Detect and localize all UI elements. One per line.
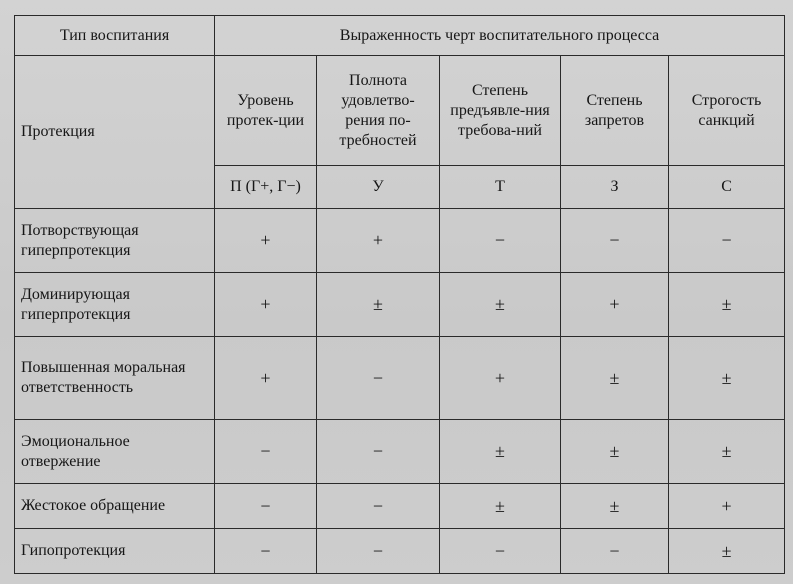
row-name: Гипопротекция — [15, 529, 215, 574]
cell-value: + — [317, 209, 440, 273]
cell-value: + — [669, 484, 785, 529]
cell-value: − — [317, 337, 440, 420]
table-row — [15, 529, 785, 574]
cell-value: ± — [669, 337, 785, 420]
cell-value: − — [317, 529, 440, 574]
header-traits-group: Выраженность черт воспитательного процесса — [215, 16, 785, 56]
row-name: Доминирующая гиперпротекция — [15, 273, 215, 337]
table-row — [15, 337, 785, 420]
table-row — [15, 273, 785, 337]
cell-value: − — [215, 420, 317, 484]
header-sanctions: Строгость санкций — [669, 56, 785, 166]
cell-value: ± — [561, 484, 669, 529]
cell-value: − — [317, 484, 440, 529]
cell-value: ± — [440, 420, 561, 484]
header-needs: Полнота удовлетво-рения по-требностей — [317, 56, 440, 166]
cell-value: ± — [669, 273, 785, 337]
header-protection: Протекция — [15, 56, 215, 209]
cell-value: − — [317, 420, 440, 484]
cell-value: + — [215, 273, 317, 337]
header-row-2 — [15, 56, 785, 166]
cell-value: + — [440, 337, 561, 420]
code-p: П (Г+, Г−) — [215, 166, 317, 209]
cell-value: − — [561, 529, 669, 574]
table-row — [15, 484, 785, 529]
cell-value: ± — [669, 529, 785, 574]
cell-value: ± — [317, 273, 440, 337]
header-upbringing-type: Тип воспитания — [15, 16, 215, 56]
cell-value: − — [440, 529, 561, 574]
cell-value: − — [561, 209, 669, 273]
code-u: У — [317, 166, 440, 209]
cell-value: − — [215, 484, 317, 529]
row-name: Повышенная моральная ответственность — [15, 337, 215, 420]
cell-value: + — [561, 273, 669, 337]
cell-value: ± — [561, 337, 669, 420]
header-prohibitions: Степень запретов — [561, 56, 669, 166]
cell-value: ± — [440, 484, 561, 529]
row-name: Потворствующая гиперпротекция — [15, 209, 215, 273]
cell-value: − — [669, 209, 785, 273]
row-name: Эмоциональное отвержение — [15, 420, 215, 484]
header-protection-level: Уровень протек-ции — [215, 56, 317, 166]
code-t: Т — [440, 166, 561, 209]
cell-value: ± — [561, 420, 669, 484]
cell-value: + — [215, 337, 317, 420]
code-z: З — [561, 166, 669, 209]
table-row — [15, 209, 785, 273]
upbringing-types-table — [14, 15, 785, 574]
cell-value: ± — [669, 420, 785, 484]
row-name: Жестокое обращение — [15, 484, 215, 529]
table-row — [15, 420, 785, 484]
code-s: С — [669, 166, 785, 209]
cell-value: − — [440, 209, 561, 273]
header-demands: Степень предъявле-ния требова-ний — [440, 56, 561, 166]
cell-value: + — [215, 209, 317, 273]
cell-value: − — [215, 529, 317, 574]
cell-value: ± — [440, 273, 561, 337]
header-row-1 — [15, 16, 785, 56]
